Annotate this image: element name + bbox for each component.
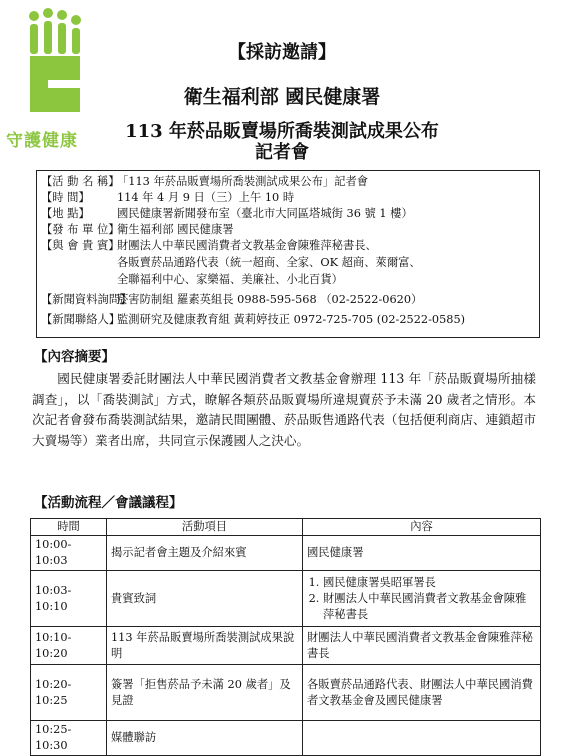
abstract-paragraph: 國民健康署委託財團法人中華民國消費者文教基金會辦理 113 年「菸品販賣場所抽樣調查」，以「喬裝測試」方式，瞭解各類菸品販賣場所違規賣菸予未滿 20 歲者之情形。本次記者會發布喬裝測試結果，邀請民間團體、菸品販售通路代表（包括便利商店、連鎖超市大賣場等）業者出席，共同宣示保護國人之決心。 [32,371,536,448]
column-header-content: 內容 [303,519,541,536]
agenda-heading: 【活動流程／會議議程】 [34,495,183,511]
info-value: 全聯福利中心、家樂福、美廉社、小北百貨） [117,273,343,286]
logo-text: 守護健康 [6,131,78,151]
content-cell: 財團法人中華民國消費者文教基金會陳雅萍秘書長 [303,627,541,665]
time-cell: 10:20-10:25 [31,665,107,721]
info-value: 114 年 4 月 9 日（三）上午 10 時 [117,191,295,204]
list-item: 2. 財團法人中華民國消費者文教基金會陳雅萍秘書長 [323,591,536,623]
info-value: 衛生福利部 國民健康署 [117,223,234,236]
table-header-row [31,519,541,536]
organization-name: 衛生福利部 國民健康署 [183,86,381,108]
info-row-guests [41,238,537,254]
info-value: 國民健康署新聞發布室（臺北市大同區塔城街 36 號 1 樓） [117,207,413,220]
info-row-guests-cont [41,255,537,271]
table-row [31,721,541,756]
item-cell: 媒體聯訪 [107,721,303,756]
invitation-tag: 【採訪邀請】 [228,42,336,63]
column-header-item: 活動項目 [107,519,303,536]
time-cell: 10:10-10:20 [31,627,107,665]
info-label: 【活 動 名 稱】 [41,175,120,188]
table-row [31,571,541,627]
info-label: 【發 布 單 位】 [41,223,120,236]
info-row-guests-cont [41,272,537,288]
info-row-location [41,206,537,222]
content-cell: 國民健康署 [303,536,541,571]
info-value: 各販賣菸品通路代表（統一超商、全家、OK 超商、萊爾富、 [117,256,421,269]
column-header-time: 時間 [31,519,107,536]
agenda-table [30,518,541,756]
page-subtitle: 記者會 [255,142,309,163]
item-cell: 簽署「拒售菸品予未滿 20 歲者」及見證 [107,665,303,721]
info-row-time [41,190,537,206]
time-cell: 10:00-10:03 [31,536,107,571]
item-cell: 揭示記者會主題及介紹來賓 [107,536,303,571]
event-info-box [36,170,540,338]
time-cell: 10:25-10:30 [31,721,107,756]
content-list [307,575,536,623]
info-label: 【與 會 貴 賓】 [41,239,120,252]
item-cell: 113 年菸品販賣場所喬裝測試成果說明 [107,627,303,665]
abstract-body [32,369,536,451]
info-value: 「113 年菸品販賣場所喬裝測試成果公布」記者會 [117,175,369,188]
info-label: 【新聞聯絡人】 [41,313,121,326]
table-row [31,665,541,721]
content-cell: 各販賣菸品通路代表、財團法人中華民國消費者文教基金會及國民健康署 [303,665,541,721]
info-row-event-name [41,174,537,190]
abstract-heading: 【內容摘要】 [34,349,115,365]
info-row-press-contact [41,312,537,328]
info-row-news-inquiry [41,292,537,308]
time-cell: 10:03-10:10 [31,571,107,627]
table-row [31,536,541,571]
page-title: 113 年菸品販賣場所喬裝測試成果公布 [125,121,439,142]
list-item: 1. 國民健康署吳昭軍署長 [323,575,536,591]
info-label: 【新聞資料詢問】 [41,293,132,306]
info-label: 【時 間】 [41,191,90,204]
content-cell [303,571,541,627]
info-row-publisher [41,222,537,238]
info-value: 財團法人中華民國消費者文教基金會陳雅萍秘書長、 [117,239,377,252]
table-row [31,627,541,665]
info-label: 【地 點】 [41,207,90,220]
info-value: 菸害防制組 羅素英組長 0988-595-568 （02-2522-0620） [117,293,423,306]
info-value: 監測研究及健康教育組 黃莉婷技正 0972-725-705 (02-2522-0585) [117,313,466,326]
item-cell: 貴賓致詞 [107,571,303,627]
content-cell [303,721,541,756]
